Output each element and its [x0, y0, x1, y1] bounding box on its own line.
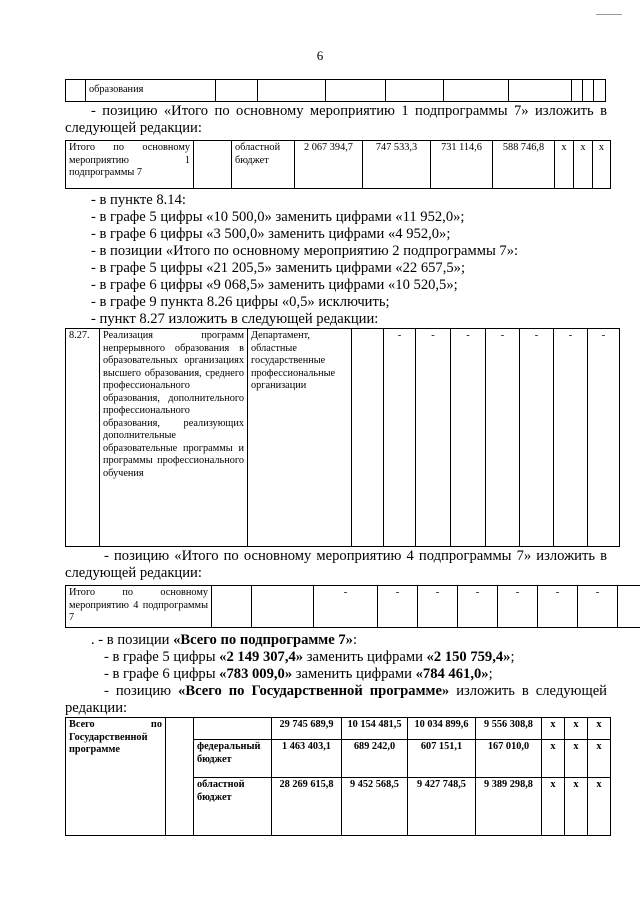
value-cell: 747 533,3 [363, 141, 431, 189]
row-label: Итого по основному мероприятию 4 подпрограммы 7 [66, 586, 212, 628]
paragraph-line: - позицию «Итого по основному мероприятию 4 подпрограммы 7» изложить в [104, 548, 607, 564]
value-cell: х [588, 718, 611, 740]
dash-cell: - [418, 586, 458, 628]
paragraph-line: - позицию «Итого по основному мероприятию 1 подпрограммы 7» изложить в [91, 103, 607, 119]
list-item: - позицию «Всего по Государственной программе» изложить в следующей [104, 683, 607, 699]
item-number: 8.27. [66, 329, 100, 547]
list-item: - в графе 9 пункта 8.26 цифры «0,5» исключить; [91, 294, 390, 310]
list-item: - в пункте 8.14: [91, 192, 186, 208]
dash-cell: - [554, 329, 588, 547]
funding-source [194, 718, 272, 740]
item-name: Реализация программ непрерывного образования в образовательных организациях высшего образования, среднего профессионального образования, дополнительного профессионального образования, реализующих дополнительные образовательные программы и программы профессионального обучения [100, 329, 248, 547]
funding-source: федеральный бюджет [194, 740, 272, 778]
value-cell: 588 746,8 [493, 141, 555, 189]
dash-cell: - [416, 329, 451, 547]
value-cell: х [565, 718, 588, 740]
list-item: - в графе 5 цифры «10 500,0» заменить цифрами «11 952,0»; [91, 209, 465, 225]
dash-cell: - [451, 329, 486, 547]
list-item: - в графе 6 цифры «783 009,0» заменить цифрами «784 461,0»; [104, 666, 493, 682]
value-cell: 731 114,6 [431, 141, 493, 189]
value-cell: х [542, 718, 565, 740]
value-cell: х [542, 778, 565, 836]
value-cell: 9 389 298,8 [476, 778, 542, 836]
list-item: - в графе 5 цифры «21 205,5» заменить цифрами «22 657,5»; [91, 260, 466, 276]
paragraph-line: следующей редакции: [65, 120, 202, 136]
table-item-8-27 [65, 328, 620, 547]
value-cell: х [588, 778, 611, 836]
row-label: Итого по основному мероприятию 1 подпрограммы 7 [66, 141, 194, 189]
table-itogo-4 [65, 585, 640, 628]
value-cell: х [574, 141, 593, 189]
value-cell: 689 242,0 [342, 740, 408, 778]
row-label: Всего по Государственной программе [66, 718, 166, 836]
value-cell: х [593, 141, 611, 189]
value-cell: 10 154 481,5 [342, 718, 408, 740]
paragraph-line: следующей редакции: [65, 565, 202, 581]
page-number: 6 [316, 48, 324, 63]
value-cell: 10 034 899,6 [408, 718, 476, 740]
paragraph-line: редакции: [65, 700, 128, 716]
value-cell: 9 556 308,8 [476, 718, 542, 740]
list-item: - в графе 5 цифры «2 149 307,4» заменить цифрами «2 150 759,4»; [104, 649, 515, 665]
value-cell: х [542, 740, 565, 778]
value-cell: 28 269 615,8 [272, 778, 342, 836]
dash-cell: - [384, 329, 416, 547]
table-vsego [65, 717, 611, 836]
table-cell-label: образования [86, 80, 216, 102]
list-item: - в позиции «Итого по основному мероприятию 2 подпрограммы 7»: [91, 243, 519, 259]
item-executor: Департамент, областные государственные профессиональные организации [248, 329, 352, 547]
list-item: - в графе 6 цифры «3 500,0» заменить цифрами «4 952,0»; [91, 226, 451, 242]
value-cell: 9 427 748,5 [408, 778, 476, 836]
value-cell: х [565, 778, 588, 836]
value-cell: х [588, 740, 611, 778]
table-fragment-top [65, 79, 606, 102]
value-cell: 29 745 689,9 [272, 718, 342, 740]
value-cell: х [555, 141, 574, 189]
value-cell: 607 151,1 [408, 740, 476, 778]
dash-cell: - [458, 586, 498, 628]
value-cell: 2 067 394,7 [295, 141, 363, 189]
value-cell: х [565, 740, 588, 778]
funding-source: областной бюджет [232, 141, 295, 189]
dash-cell: - [578, 586, 618, 628]
dash-cell: - [498, 586, 538, 628]
table-itogo-1 [65, 140, 611, 189]
list-item: - пункт 8.27 изложить в следующей редакции: [91, 311, 379, 327]
value-cell: 1 463 403,1 [272, 740, 342, 778]
value-cell: 9 452 568,5 [342, 778, 408, 836]
dash-cell: - [314, 586, 378, 628]
list-item: . - в позиции «Всего по подпрограмме 7»: [91, 632, 358, 648]
funding-source: областной бюджет [194, 778, 272, 836]
dash-cell: - [588, 329, 620, 547]
value-cell: 167 010,0 [476, 740, 542, 778]
dash-cell: - [538, 586, 578, 628]
header-rule [596, 14, 622, 15]
dash-cell: - [486, 329, 520, 547]
dash-cell: - [520, 329, 554, 547]
dash-cell: - [378, 586, 418, 628]
list-item: - в графе 6 цифры «9 068,5» заменить цифрами «10 520,5»; [91, 277, 458, 293]
